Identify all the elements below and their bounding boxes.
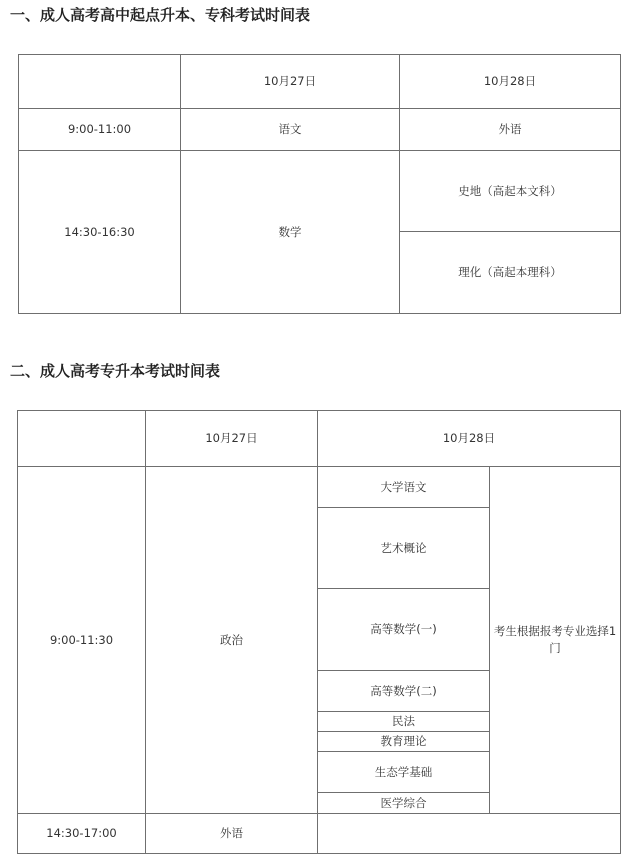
header-date-oct28: 10月28日: [400, 55, 621, 109]
subject-civil-law: 民法: [318, 712, 490, 732]
subject-education-theory: 教育理论: [318, 732, 490, 752]
schedule-table-high-school: [18, 54, 621, 314]
subject-art-theory: 艺术概论: [318, 508, 490, 589]
time-afternoon: 14:30-17:00: [18, 814, 146, 854]
subject-foreign-language: 外语: [400, 109, 621, 151]
time-afternoon: 14:30-16:30: [19, 151, 181, 314]
subject-advanced-math-1: 高等数学(一): [318, 589, 490, 671]
subject-math: 数学: [181, 151, 400, 314]
subject-politics: 政治: [146, 467, 318, 814]
subject-history-geography: 史地（高起本文科）: [400, 151, 621, 232]
header-blank-cell: [19, 55, 181, 109]
header-date-oct27: 10月27日: [181, 55, 400, 109]
time-morning: 9:00-11:30: [18, 467, 146, 814]
section1-title: 一、成人高考高中起点升本、专科考试时间表: [10, 6, 311, 24]
header-blank-cell: [18, 411, 146, 467]
schedule-table-upgrade: [17, 410, 621, 854]
elective-note: 考生根据报考专业选择1门: [490, 467, 621, 814]
header-date-oct27: 10月27日: [146, 411, 318, 467]
subject-foreign-language: 外语: [146, 814, 318, 854]
subject-chinese: 语文: [181, 109, 400, 151]
subject-advanced-math-2: 高等数学(二): [318, 671, 490, 712]
subject-medical-comprehensive: 医学综合: [318, 793, 490, 814]
section2-title: 二、成人高考专升本考试时间表: [10, 362, 221, 380]
subject-ecology-basics: 生态学基础: [318, 752, 490, 793]
time-morning: 9:00-11:00: [19, 109, 181, 151]
subject-physics-chemistry: 理化（高起本理科）: [400, 232, 621, 314]
subject-college-chinese: 大学语文: [318, 467, 490, 508]
afternoon-empty-cell: [318, 814, 621, 854]
header-date-oct28: 10月28日: [318, 411, 621, 467]
